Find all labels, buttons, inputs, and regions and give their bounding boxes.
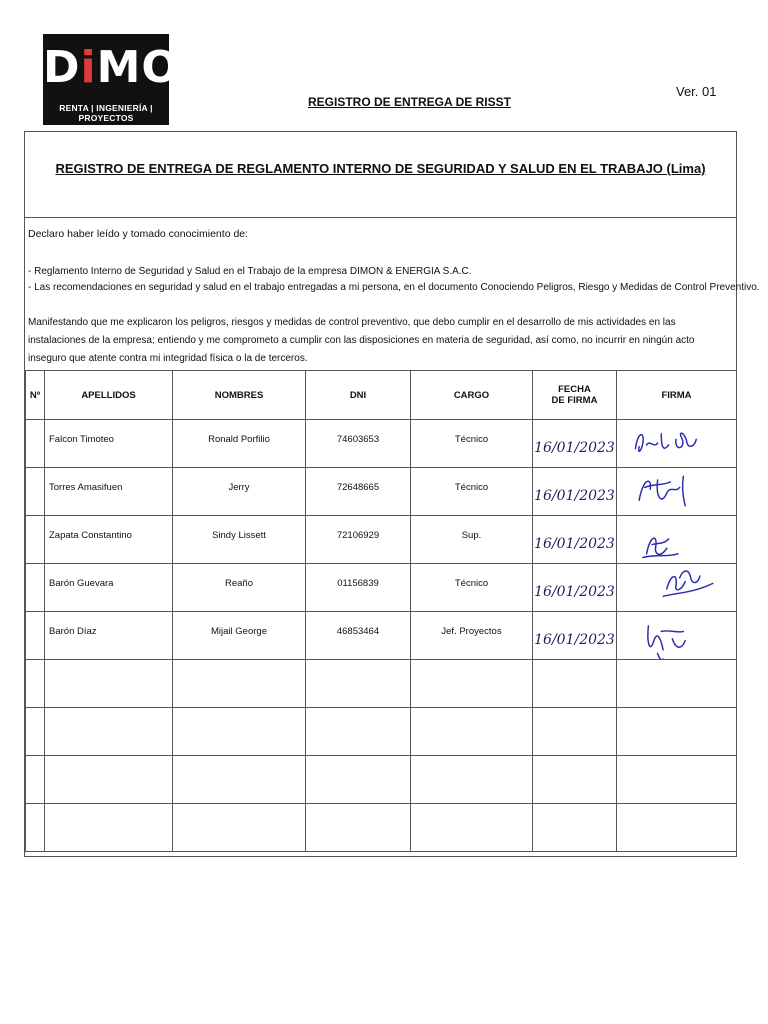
logo-wordmark: DiMON [43, 42, 218, 93]
cell-nombres [173, 804, 306, 852]
cell-number [26, 468, 45, 516]
cell-firma [617, 804, 737, 852]
cell-apellidos [45, 708, 173, 756]
logo-tagline: RENTA | INGENIERÍA | PROYECTOS [59, 103, 153, 123]
version-label: Ver. 01 [676, 84, 717, 99]
cell-nombres [173, 756, 306, 804]
cell-nombres [173, 660, 306, 708]
col-header-firma: FIRMA [617, 371, 737, 420]
form-title-band [25, 132, 736, 218]
cell-nombres: Jerry [173, 468, 306, 516]
table-header-row [26, 371, 737, 420]
cell-nombres [173, 708, 306, 756]
cell-cargo: Técnico [411, 420, 533, 468]
cell-cargo [411, 804, 533, 852]
cell-apellidos [45, 660, 173, 708]
cell-dni: 74603653 [306, 420, 411, 468]
declaration-item: - Las recomendaciones en seguridad y salud en el trabajo entregadas a mi persona, en el documento Conociendo Peligros, Riesgo y Medidas de Control Preventivo. [28, 282, 760, 293]
cell-number [26, 804, 45, 852]
cell-apellidos: Barón Guevara [45, 564, 173, 612]
declaration-intro: Declaro haber leído y tomado conocimiento de: [28, 228, 249, 240]
cell-firma [617, 564, 737, 612]
cell-firma [617, 420, 737, 468]
cell-dni [306, 804, 411, 852]
signature-scribble [617, 613, 735, 659]
cell-apellidos [45, 756, 173, 804]
signature-scribble [617, 469, 735, 515]
cell-cargo [411, 756, 533, 804]
declaration-item: - Reglamento Interno de Seguridad y Salud en el Trabajo de la empresa DIMON & ENERGIA S.A.C. [28, 266, 472, 277]
cell-nombres: Reaño [173, 564, 306, 612]
table-row [26, 564, 737, 612]
cell-firma [617, 468, 737, 516]
table-row [26, 612, 737, 660]
cell-nombres: Mijail George [173, 612, 306, 660]
cell-apellidos: Torres Amasifuen [45, 468, 173, 516]
table-row [26, 516, 737, 564]
cell-number [26, 756, 45, 804]
cell-cargo: Técnico [411, 564, 533, 612]
cell-number [26, 708, 45, 756]
cell-fecha: 16/01/2023 [533, 420, 617, 468]
table-row [26, 420, 737, 468]
cell-number [26, 516, 45, 564]
table-row [26, 756, 737, 804]
cell-fecha [533, 804, 617, 852]
table-row [26, 468, 737, 516]
cell-number [26, 660, 45, 708]
form-box [24, 131, 760, 857]
cell-dni [306, 708, 411, 756]
cell-dni: 72106929 [306, 516, 411, 564]
cell-apellidos: Barón Díaz [45, 612, 173, 660]
cell-number [26, 564, 45, 612]
cell-firma [617, 612, 737, 660]
cell-dni [306, 660, 411, 708]
cell-apellidos: Zapata Constantino [45, 516, 173, 564]
cell-nombres: Sindy Lissett [173, 516, 306, 564]
cell-firma [617, 708, 737, 756]
declaration-list [28, 264, 760, 296]
cell-cargo: Técnico [411, 468, 533, 516]
cell-dni: 01156839 [306, 564, 411, 612]
signature-scribble [617, 421, 735, 467]
cell-firma [617, 756, 737, 804]
signature-scribble [617, 517, 735, 563]
cell-fecha [533, 708, 617, 756]
cell-fecha: 16/01/2023 [533, 468, 617, 516]
cell-apellidos [45, 804, 173, 852]
cell-fecha [533, 660, 617, 708]
cell-nombres: Ronald Porfilio [173, 420, 306, 468]
cell-cargo: Jef. Proyectos [411, 612, 533, 660]
table-row [26, 708, 737, 756]
cell-cargo [411, 660, 533, 708]
col-header-dni: DNI [306, 371, 411, 420]
col-header-number: Nº [26, 371, 45, 420]
table-row [26, 804, 737, 852]
cell-dni: 46853464 [306, 612, 411, 660]
col-header-fecha-line1: FECHA [558, 384, 591, 395]
declaration-manifest: Manifestando que me explicaron los peligros, riesgos y medidas de control preventivo, que debo cumplir en el desarrollo de mis actividades en las instalaciones de la empresa; entiendo y me comprometo a cumplir con las disposiciones en materia de seguridad, así como, no incurrir en ningún acto inseguro que atente contra mi integridad física o la de terceros. [28, 317, 695, 364]
company-logo [43, 34, 218, 125]
col-header-fecha-line2: DE FIRMA [551, 395, 598, 406]
cell-dni: 72648665 [306, 468, 411, 516]
cell-dni [306, 756, 411, 804]
cell-number [26, 612, 45, 660]
cell-cargo: Sup. [411, 516, 533, 564]
cell-cargo [411, 708, 533, 756]
form-main-title: REGISTRO DE ENTREGA DE REGLAMENTO INTERNO DE SEGURIDAD Y SALUD EN EL TRABAJO (Lima) [55, 161, 706, 176]
cell-firma [617, 516, 737, 564]
cell-number [26, 420, 45, 468]
cell-firma [617, 660, 737, 708]
cell-apellidos: Falcon Timoteo [45, 420, 173, 468]
col-header-nombres: NOMBRES [173, 371, 306, 420]
document-title: REGISTRO DE ENTREGA DE RISST [308, 95, 511, 109]
cell-fecha: 16/01/2023 [533, 564, 617, 612]
col-header-cargo: CARGO [411, 371, 533, 420]
cell-fecha: 16/01/2023 [533, 516, 617, 564]
col-header-fecha [533, 371, 617, 420]
col-header-apellidos: APELLIDOS [45, 371, 173, 420]
table-row [26, 660, 737, 708]
signature-scribble [617, 565, 735, 611]
signature-table [25, 370, 737, 852]
cell-fecha [533, 756, 617, 804]
cell-fecha: 16/01/2023 [533, 612, 617, 660]
